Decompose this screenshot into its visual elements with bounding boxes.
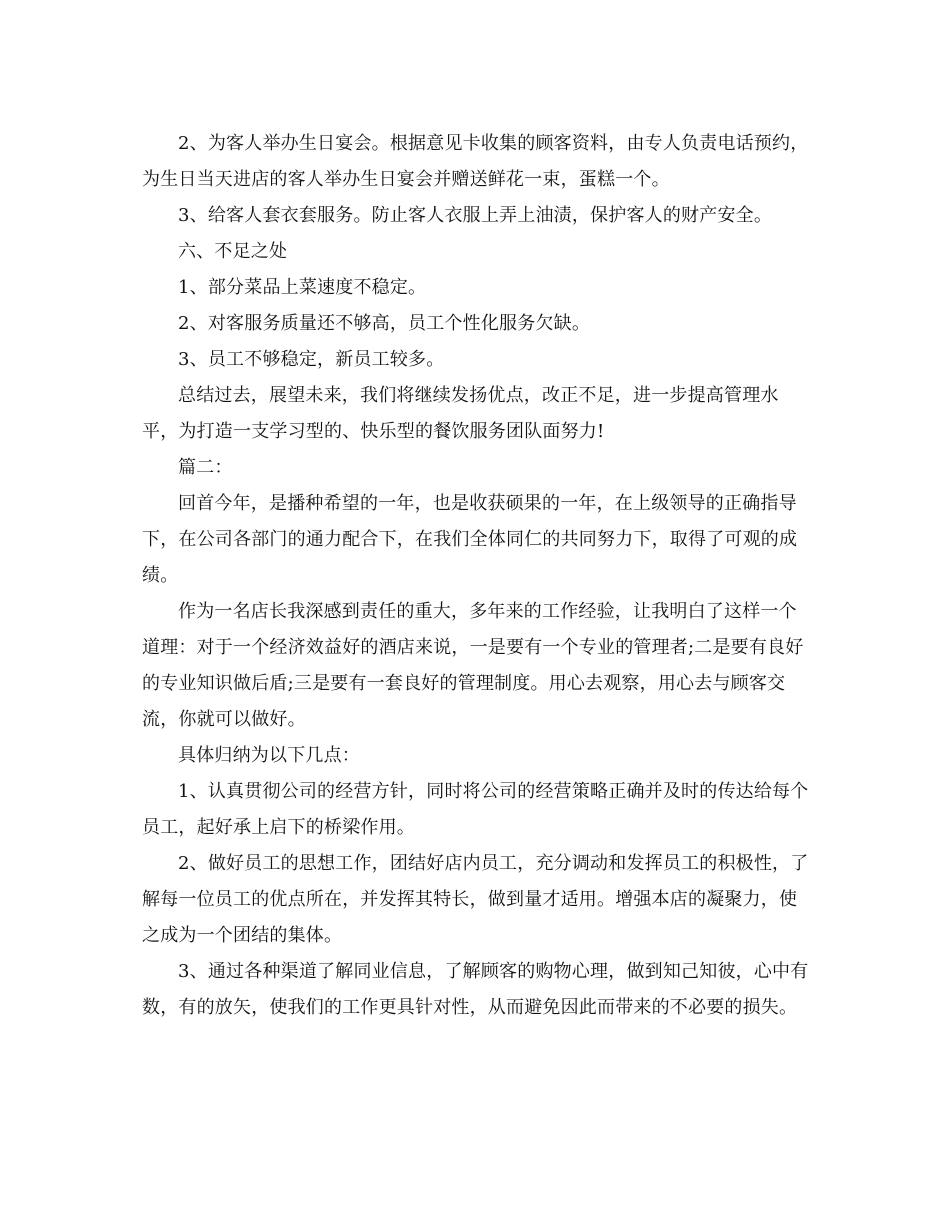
- list-item-serving-speed: 1、部分菜品上菜速度不稳定。: [178, 277, 427, 298]
- list-item-staff-work: 2、做好员工的思想工作，团结好店内员工，充分调动和发挥员工的积极性，了解每一位员工的优点所在，并发挥其特长，做到量才适用。增强本店的凝聚力，使之成为一个团结的集体。: [142, 853, 809, 946]
- paragraph-summary: 总结过去，展望未来，我们将继续发扬优点，改正不足，进一步提高管理水平，为打造一支学习型的、快乐型的餐饮服务团队面努力!: [142, 385, 779, 442]
- list-item-service-quality: 2、对客服务质量还不够高，员工个性化服务欠缺。: [178, 313, 591, 334]
- paragraph-store-manager-experience: 作为一名店长我深感到责任的重大，多年来的工作经验，让我明白了这样一个道理：对于一个经济效益好的酒店来说，一是要有一个专业的管理者;二是要有良好的专业知识做后盾;三是要有一套良好的管理制度。用心去观察，用心去与顾客交流，你就可以做好。: [142, 601, 804, 730]
- section-heading-shortcomings: 六、不足之处: [178, 241, 288, 262]
- paragraph-summary-points-intro: 具体归纳为以下几点：: [178, 745, 360, 766]
- list-item-staff-stability: 3、员工不够稳定，新员工较多。: [178, 349, 445, 370]
- paragraph-year-review: 回首今年，是播种希望的一年，也是收获硕果的一年，在上级领导的正确指导下，在公司各部门的通力配合下，在我们全体同仁的共同努力下，取得了可观的成绩。: [142, 493, 798, 586]
- paragraph-clothing-cover-service: 3、给客人套衣套服务。防止客人衣服上弄上油渍，保护客人的财产安全。: [178, 205, 773, 226]
- list-item-industry-information: 3、通过各种渠道了解同业信息，了解顾客的购物心理，做到知己知彼，心中有数，有的放矢，使我们的工作更具针对性，从而避免因此而带来的不必要的损失。: [142, 961, 809, 1018]
- list-item-implement-policy: 1、认真贯彻公司的经营方针，同时将公司的经营策略正确并及时的传达给每个员工，起好承上启下的桥梁作用。: [142, 781, 809, 838]
- paragraph-birthday-banquet: 2、为客人举办生日宴会。根据意见卡收集的顾客资料，由专人负责电话预约，为生日当天进店的客人举办生日宴会并赠送鲜花一束，蛋糕一个。: [142, 133, 809, 190]
- document-body: [142, 126, 814, 1026]
- section-heading-part-two: 篇二：: [178, 457, 233, 478]
